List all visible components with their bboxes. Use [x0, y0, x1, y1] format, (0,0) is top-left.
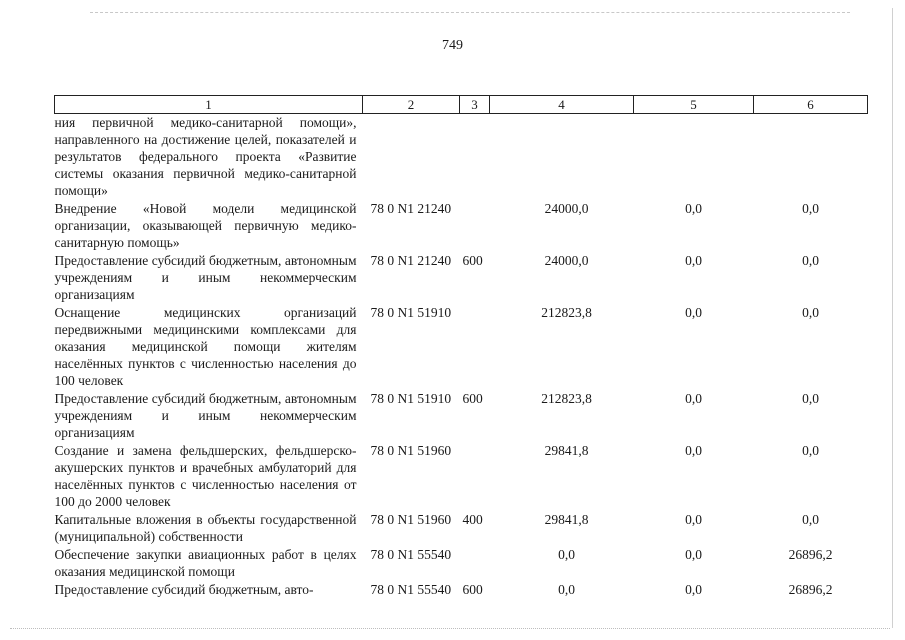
row-name: Капитальные вложения в объекты государственной (муниципальной) собственности [54, 512, 357, 544]
row-value-5: 0,0 [685, 512, 702, 527]
row-code: 78 0 N1 55540 [370, 547, 452, 562]
row-value-4: 29841,8 [544, 443, 589, 458]
row-value-6: 0,0 [802, 253, 819, 268]
row-value-4: 212823,8 [541, 391, 592, 406]
row-code [363, 114, 460, 201]
table-row [55, 252, 868, 304]
scan-artifact-top [90, 12, 850, 14]
row-name: Предоставление субсидий бюджетным, автономным учреждениям и иным некоммерческим организациям [54, 253, 357, 302]
row-code: 78 0 N1 51960 [370, 512, 452, 527]
row-value-4 [490, 114, 634, 201]
table-row [55, 390, 868, 442]
column-header-3: 3 [460, 96, 490, 114]
scan-artifact-right [892, 8, 894, 628]
row-name: Обеспечение закупки авиационных работ в целях оказания медицинской помощи [54, 547, 357, 579]
row-value-5 [634, 114, 754, 201]
row-value-6: 0,0 [802, 201, 819, 216]
row-value-6: 0,0 [802, 512, 819, 527]
row-group: 600 [462, 391, 483, 406]
row-value-4: 0,0 [558, 582, 575, 597]
column-header-1: 1 [55, 96, 363, 114]
row-group [460, 304, 490, 390]
row-value-5: 0,0 [685, 582, 702, 597]
row-value-6: 26896,2 [788, 547, 833, 562]
row-code: 78 0 N1 55540 [370, 582, 452, 597]
row-value-5: 0,0 [685, 547, 702, 562]
row-group: 600 [462, 582, 483, 597]
table-row [55, 442, 868, 511]
column-header-2: 2 [363, 96, 460, 114]
row-code: 78 0 N1 51960 [370, 443, 452, 458]
row-group: 600 [462, 253, 483, 268]
table-row [55, 114, 868, 201]
row-name: ния первичной медико-санитарной помощи», направленного на достижение целей, показателей и результатов федерального проекта «Развитие системы оказания первичной медико-санитарной помощи» [54, 115, 357, 198]
row-value-6: 0,0 [802, 305, 819, 320]
row-value-5: 0,0 [685, 253, 702, 268]
row-value-4: 24000,0 [544, 201, 589, 216]
row-group: 400 [462, 512, 483, 527]
row-name: Оснащение медицинских организаций передвижными медицинскими комплексами для оказания медицинской помощи жителям населённых пунктов с численностью населения до 100 человек [54, 305, 357, 388]
row-value-4: 212823,8 [541, 305, 592, 320]
table-row [55, 511, 868, 546]
table-row [55, 304, 868, 390]
page-number: 749 [442, 38, 463, 53]
row-code: 78 0 N1 21240 [370, 201, 452, 216]
table-row [55, 546, 868, 581]
row-value-4: 29841,8 [544, 512, 589, 527]
row-name: Предоставление субсидий бюджетным, авто- [54, 582, 314, 597]
table-row [55, 581, 868, 599]
row-name: Предоставление субсидий бюджетным, автономным учреждениям и иным некоммерческим организациям [54, 391, 357, 440]
row-value-6 [754, 114, 868, 201]
row-code: 78 0 N1 21240 [370, 253, 452, 268]
budget-table [54, 95, 868, 599]
row-group [460, 546, 490, 581]
row-group [460, 442, 490, 511]
row-value-4: 0,0 [558, 547, 575, 562]
row-value-5: 0,0 [685, 305, 702, 320]
row-value-6: 0,0 [802, 443, 819, 458]
row-group [460, 114, 490, 201]
row-group [460, 200, 490, 252]
table-row [55, 200, 868, 252]
table-header-row [55, 96, 868, 114]
row-code: 78 0 N1 51910 [370, 391, 452, 406]
column-header-6: 6 [754, 96, 868, 114]
row-value-4: 24000,0 [544, 253, 589, 268]
scan-artifact-bottom [10, 628, 890, 630]
row-value-5: 0,0 [685, 443, 702, 458]
row-value-6: 26896,2 [788, 582, 833, 597]
column-header-4: 4 [490, 96, 634, 114]
row-name: Внедрение «Новой модели медицинской организации, оказывающей первичную медико-санитарную помощь» [54, 201, 357, 250]
row-name: Создание и замена фельдшерских, фельдшерско-акушерских пунктов и врачебных амбулаторий для населённых пунктов с численностью населения от 100 до 2000 человек [54, 443, 357, 509]
row-value-5: 0,0 [685, 201, 702, 216]
column-header-5: 5 [634, 96, 754, 114]
row-value-5: 0,0 [685, 391, 702, 406]
row-code: 78 0 N1 51910 [370, 305, 452, 320]
row-value-6: 0,0 [802, 391, 819, 406]
